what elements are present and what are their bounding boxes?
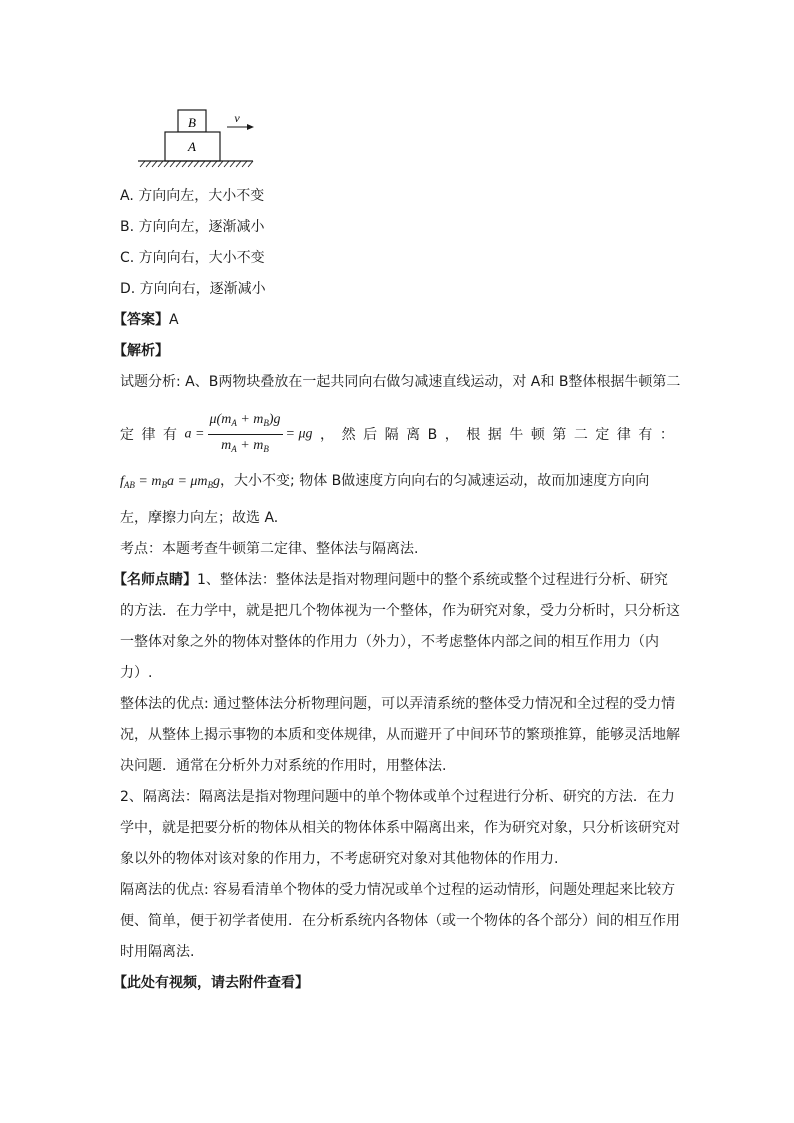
iso-adv-line-3: 时用隔离法.	[120, 944, 195, 960]
analysis-formula-line	[120, 410, 674, 459]
analysis-line2-char: 有	[638, 426, 653, 443]
analysis-line2-char: 定	[595, 426, 610, 443]
analysis-line2-char: 后	[363, 426, 378, 443]
analysis-line2-char: 有	[163, 426, 178, 443]
analysis-line2-char: ，	[320, 426, 335, 443]
analysis-line2-char: 据	[487, 426, 502, 443]
analysis-line2-char: B	[427, 426, 438, 443]
option-d: D. 方向向右，逐渐减小	[120, 281, 266, 297]
acceleration-formula: a = $\frac{\mu(m_A + m_B)g}{m_A + m_B}$ = μg	[185, 410, 313, 459]
analysis-line2-char: 牛	[509, 426, 524, 443]
iso-adv-line-2: 便、简单，便于初学者使用．在分析系统内各物体（或一个物体的各个部分）间的相互作用	[120, 913, 680, 929]
iso-line-2: 学中，就是把要分析的物体从相关的物体体系中隔离出来，作为研究对象，只分析该研究对	[120, 820, 680, 836]
option-a: A. 方向向左，大小不变	[120, 188, 265, 204]
formula-fraction: $\frac{\mu(m_A + m_B)g}{m_A + m_B}$	[209, 412, 281, 454]
analysis-line2-char: 律	[141, 426, 156, 443]
iso-adv-line-1: 隔离法的优点: 容易看清单个物体的受力情况或单个过程的运动情形，问题处理起来比较方	[120, 882, 676, 898]
option-c: C. 方向向右，大小不变	[120, 250, 265, 266]
answer-value: A	[169, 312, 179, 328]
friction-formula-line	[120, 471, 649, 495]
iso-line-3: 象以外的物体对该对象的作用力，不考虑研究对象对其他物体的作用力.	[120, 851, 559, 867]
analysis-line2-char: 然	[341, 426, 356, 443]
kaodian-text: 考点：本题考查牛顿第二定律、整体法与隔离法.	[120, 541, 419, 557]
analysis-conclusion: 左，摩擦力向左；故选 A.	[120, 510, 279, 526]
analysis-line2-char: ，	[444, 426, 459, 443]
analysis-line2-char: 顿	[530, 426, 545, 443]
whole-adv-line-1: 整体法的优点: 通过整体法分析物理问题，可以弄清系统的整体受力情况和全过程的受力情	[120, 696, 676, 712]
video-note: 【此处有视频，请去附件查看】	[113, 975, 309, 991]
teacher-line-4: 力）.	[120, 665, 153, 681]
friction-formula: $f_{AB} = m_Ba = \mu m_Bg$	[120, 474, 221, 490]
teacher-text: 1、整体法：整体法是指对物理问题中的整个系统或整个过程进行分析、研究	[197, 572, 668, 588]
friction-formula-text: ，大小不变; 物体 B做速度方向向右的匀减速运动，故而加速度方向向	[220, 473, 650, 489]
option-b: B. 方向向左，逐渐减小	[120, 219, 265, 235]
block-b-label: B	[188, 115, 196, 130]
analysis-line2-char: 定	[120, 426, 134, 443]
teacher-line-2: 的方法．在力学中，就是把几个物体视为一个整体，作为研究对象，受力分析时，只分析这	[120, 603, 680, 619]
answer-row	[113, 310, 179, 330]
velocity-arrowhead	[247, 124, 254, 130]
analysis-line2-char: ：	[659, 426, 674, 443]
whole-adv-line-3: 决问题．通常在分析外力对系统的作用时，用整体法.	[120, 758, 447, 774]
analysis-line2-char: 律	[616, 426, 631, 443]
answer-label: 【答案】	[113, 312, 169, 328]
ground-hatching	[140, 161, 253, 167]
block-a-label: A	[188, 139, 196, 154]
iso-line-1: 2、隔离法：隔离法是指对物理问题中的单个物体或单个过程进行分析、研究的方法．在力	[120, 789, 675, 805]
analysis-line2-char: 第	[552, 426, 567, 443]
teacher-line-1	[113, 570, 668, 590]
analysis-line2-char: 离	[406, 426, 421, 443]
blocks-figure	[130, 106, 270, 172]
analysis-line2-char: 二	[573, 426, 588, 443]
velocity-label: v	[234, 111, 240, 125]
whole-adv-line-2: 况，从整体上揭示事物的本质和变体规律，从而避开了中间环节的繁琐推算，能够灵活地解	[120, 727, 680, 743]
teacher-line-3: 一整体对象之外的物体对整体的作用力（外力），不考虑整体内部之间的相互作用力（内	[120, 634, 659, 650]
analysis-line2-char: 根	[466, 426, 481, 443]
analysis-line2-char: 隔	[384, 426, 399, 443]
teacher-label: 【名师点睛】	[113, 572, 197, 588]
analysis-intro: 试题分析: A、B两物块叠放在一起共同向右做匀减速直线运动，对 A和 B整体根据牛顿第二	[120, 374, 681, 390]
analysis-label: 【解析】	[113, 343, 169, 359]
